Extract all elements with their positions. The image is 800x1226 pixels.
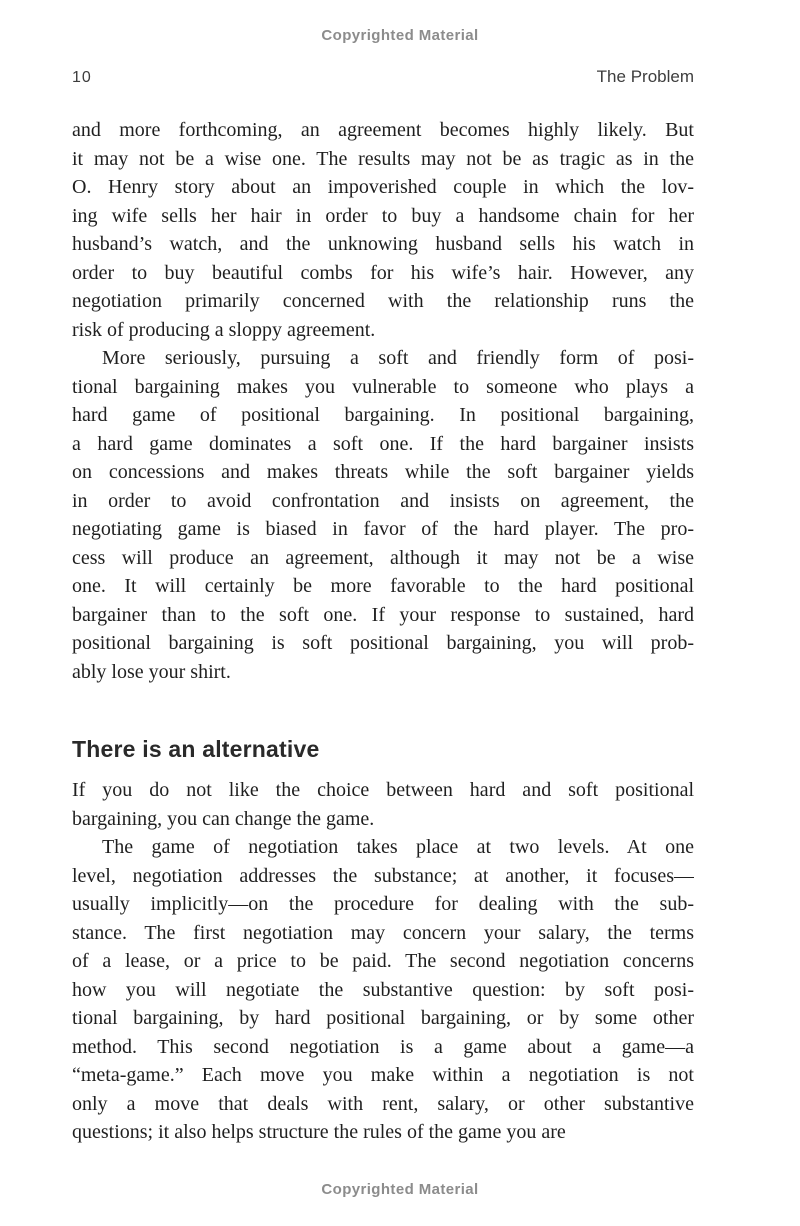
body-paragraph xyxy=(72,833,694,1147)
text-line: husband’s watch, and the unknowing husband sells his watch in xyxy=(72,233,694,255)
text-line: one. It will certainly be more favorable to the hard positional xyxy=(72,575,694,597)
text-line: negotiating game is biased in favor of the hard player. The pro- xyxy=(72,518,694,540)
section-heading: There is an alternative xyxy=(72,736,320,762)
running-header xyxy=(72,66,694,89)
text-line: of a lease, or a price to be paid. The second negotiation concerns xyxy=(72,950,694,972)
text-line: on concessions and makes threats while the soft bargainer yields xyxy=(72,461,694,483)
copyright-banner-bottom: Copyrighted Material xyxy=(321,1181,479,1198)
text-line: bargaining, you can change the game. xyxy=(72,807,375,830)
body-paragraph xyxy=(72,344,694,686)
running-head-title: The Problem xyxy=(596,67,694,86)
page-body xyxy=(72,116,694,1147)
text-line: If you do not like the choice between hard and soft positional xyxy=(72,779,694,801)
text-line: how you will negotiate the substantive question: by soft posi- xyxy=(72,978,694,1001)
text-line: and more forthcoming, an agreement becomes highly likely. But xyxy=(72,119,694,141)
text-line: cess will produce an agreement, although it may not be a wise xyxy=(72,546,694,569)
text-line: More seriously, pursuing a soft and friendly form of posi- xyxy=(102,347,694,369)
text-line: a hard game dominates a soft one. If the hard bargainer insists xyxy=(72,432,694,455)
text-line: order to buy beautiful combs for his wife’s hair. However, any xyxy=(72,261,694,284)
page-number: 10 xyxy=(72,69,92,86)
text-line: usually implicitly—on the procedure for dealing with the sub- xyxy=(72,893,694,915)
text-line: bargainer than to the soft one. If your response to sustained, hard xyxy=(72,603,694,626)
text-line: questions; it also helps structure the rules of the game you are xyxy=(72,1121,566,1143)
text-line: “meta-game.” Each move you make within a negotiation is not xyxy=(72,1064,694,1086)
text-line: tional bargaining makes you vulnerable to someone who plays a xyxy=(72,375,694,398)
text-line: stance. The first negotiation may concern your salary, the terms xyxy=(72,921,694,944)
text-line: only a move that deals with rent, salary, or other substantive xyxy=(72,1092,694,1115)
text-line: ably lose your shirt. xyxy=(72,660,231,683)
text-line: positional bargaining is soft positional bargaining, you will prob- xyxy=(72,632,694,654)
text-line: in order to avoid confrontation and insists on agreement, the xyxy=(72,489,694,512)
text-line: ing wife sells her hair in order to buy a handsome chain for her xyxy=(72,204,694,227)
text-line: method. This second negotiation is a game about a game—a xyxy=(72,1035,694,1058)
copyright-banner-top: Copyrighted Material xyxy=(321,27,479,44)
text-line: O. Henry story about an impoverished couple in which the lov- xyxy=(72,176,694,198)
body-paragraph xyxy=(72,776,694,833)
text-line: level, negotiation addresses the substance; at another, it focuses— xyxy=(72,864,694,887)
text-line: negotiation primarily concerned with the relationship runs the xyxy=(72,290,694,312)
text-line: it may not be a wise one. The results may not be as tragic as in the xyxy=(72,147,694,170)
text-line: tional bargaining, by hard positional bargaining, or by some other xyxy=(72,1007,694,1029)
body-paragraph xyxy=(72,116,694,344)
text-line: hard game of positional bargaining. In positional bargaining, xyxy=(72,404,694,426)
text-line: The game of negotiation takes place at two levels. At one xyxy=(102,836,694,858)
text-line: risk of producing a sloppy agreement. xyxy=(72,318,376,341)
